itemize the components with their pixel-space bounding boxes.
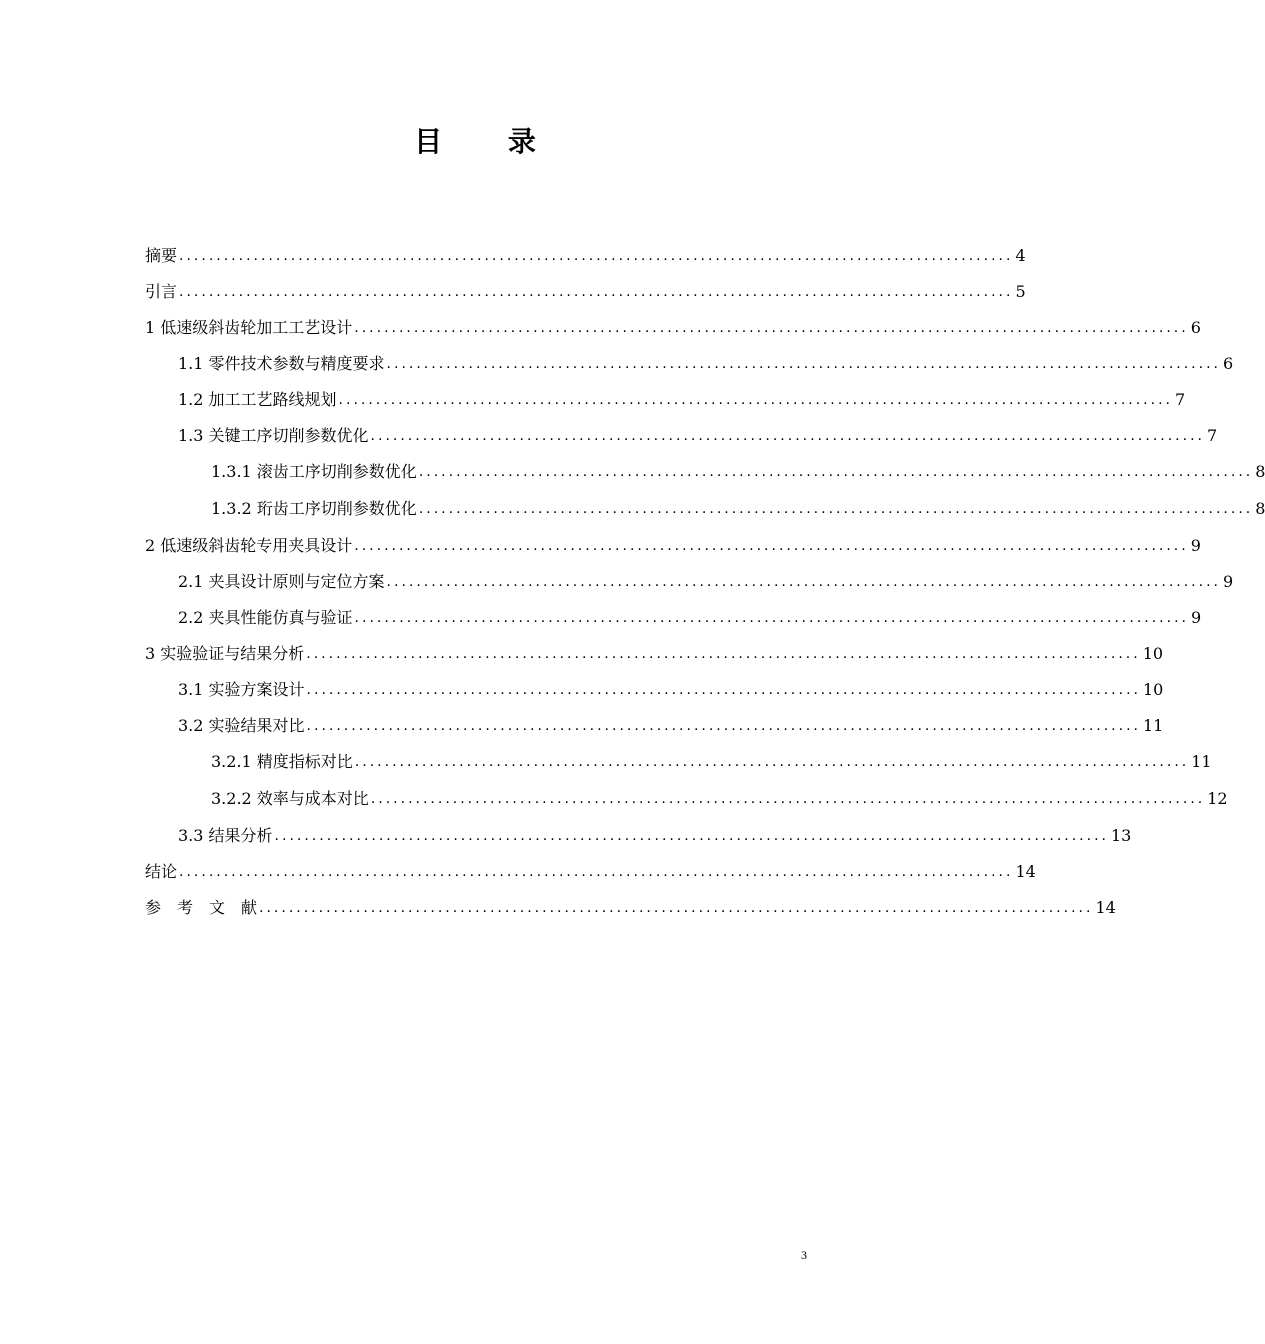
toc-entry-chapter-2[interactable] bbox=[145, 534, 1201, 558]
toc-entry-label: 3.2 实验结果对比 bbox=[178, 716, 305, 735]
toc-entry-label: 结论 bbox=[145, 862, 178, 881]
toc-entry-1-3-2[interactable] bbox=[145, 497, 1265, 521]
toc-entry-2-1[interactable] bbox=[145, 570, 1234, 594]
toc-entry-label: 1.3.2 珩齿工序切削参数优化 bbox=[211, 499, 417, 518]
toc-entry-label: 1.1 零件技术参数与精度要求 bbox=[178, 354, 385, 373]
toc-entry-label: 1.3 关键工序切削参数优化 bbox=[178, 426, 369, 445]
toc-entry-1-3[interactable] bbox=[145, 424, 1218, 448]
toc-entry-label: 3 实验验证与结果分析 bbox=[145, 644, 305, 663]
toc-leader-dots: ................................................................................................................ bbox=[354, 754, 1190, 770]
toc-leader-dots: ................................................................................................................ bbox=[418, 464, 1254, 480]
toc-entry-references[interactable] bbox=[145, 896, 1116, 920]
toc-entry-label: 2 低速级斜齿轮专用夹具设计 bbox=[145, 536, 353, 555]
toc-entry-conclusion[interactable] bbox=[145, 860, 1036, 884]
toc-leader-dots: ................................................................................................................ bbox=[179, 284, 1014, 300]
toc-title: 目 录 bbox=[414, 125, 564, 158]
toc-entry-chapter-3[interactable] bbox=[145, 642, 1164, 666]
toc-entry-page: 8 bbox=[1255, 462, 1265, 481]
toc-entry-label: 3.3 结果分析 bbox=[178, 826, 273, 845]
toc-leader-dots: ................................................................................................................ bbox=[306, 682, 1141, 698]
toc-entry-label: 引言 bbox=[145, 282, 178, 301]
toc-entry-page: 5 bbox=[1015, 282, 1026, 301]
toc-entry-3-2-1[interactable] bbox=[145, 750, 1212, 774]
toc-entry-page: 9 bbox=[1190, 536, 1201, 555]
toc-entry-label: 1.3.1 滚齿工序切削参数优化 bbox=[211, 462, 417, 481]
toc-entry-page: 14 bbox=[1015, 862, 1036, 881]
toc-leader-dots: ................................................................................................................ bbox=[306, 646, 1141, 662]
toc-leader-dots: ................................................................................................................ bbox=[274, 828, 1109, 844]
toc-entry-3-2-2[interactable] bbox=[145, 787, 1228, 811]
toc-entry-label: 2.2 夹具性能仿真与验证 bbox=[178, 608, 353, 627]
toc-entry-page: 7 bbox=[1206, 426, 1218, 445]
toc-entry-label: 3.1 实验方案设计 bbox=[178, 680, 305, 699]
toc-leader-dots: ................................................................................................................ bbox=[179, 248, 1014, 264]
toc-entry-3-1[interactable] bbox=[145, 678, 1164, 702]
toc-entry-page: 7 bbox=[1174, 390, 1186, 409]
toc-leader-dots: ................................................................................................................ bbox=[259, 900, 1094, 916]
toc-entry-introduction[interactable] bbox=[145, 280, 1026, 304]
toc-leader-dots: ................................................................................................................ bbox=[354, 538, 1189, 554]
toc-entry-page: 10 bbox=[1142, 680, 1164, 699]
toc-entry-label: 3.2.2 效率与成本对比 bbox=[211, 789, 369, 808]
toc-entry-3-2[interactable] bbox=[145, 714, 1164, 738]
toc-entry-page: 6 bbox=[1190, 318, 1201, 337]
toc-entry-label: 3.2.1 精度指标对比 bbox=[211, 752, 353, 771]
toc-entry-page: 14 bbox=[1095, 898, 1116, 917]
toc-entry-abstract[interactable] bbox=[145, 244, 1026, 268]
toc-entry-page: 13 bbox=[1110, 826, 1132, 845]
toc-entry-1-3-1[interactable] bbox=[145, 460, 1265, 484]
toc-leader-dots: ................................................................................................................ bbox=[338, 392, 1173, 408]
toc-leader-dots: ................................................................................................................ bbox=[370, 428, 1205, 444]
toc-leader-dots: ................................................................................................................ bbox=[354, 610, 1189, 626]
toc-entry-1-2[interactable] bbox=[145, 388, 1186, 412]
toc-entry-page: 9 bbox=[1190, 608, 1202, 627]
toc-entry-page: 8 bbox=[1255, 499, 1265, 518]
toc-entry-label: 1.2 加工工艺路线规划 bbox=[178, 390, 337, 409]
toc-entry-label: 参 考 文 献 bbox=[145, 898, 258, 917]
toc-entry-page: 10 bbox=[1142, 644, 1164, 663]
toc-entry-page: 9 bbox=[1222, 572, 1234, 591]
toc-entry-1-1[interactable] bbox=[145, 352, 1234, 376]
toc-entry-chapter-1[interactable] bbox=[145, 316, 1201, 340]
toc-entry-3-3[interactable] bbox=[145, 824, 1132, 848]
toc-leader-dots: ................................................................................................................ bbox=[418, 501, 1254, 517]
page-number: 3 bbox=[801, 1248, 807, 1262]
toc-entry-page: 12 bbox=[1207, 789, 1228, 808]
toc-entry-page: 4 bbox=[1015, 246, 1026, 265]
toc-leader-dots: ................................................................................................................ bbox=[354, 320, 1189, 336]
toc-entry-label: 2.1 夹具设计原则与定位方案 bbox=[178, 572, 385, 591]
toc-leader-dots: ................................................................................................................ bbox=[370, 791, 1206, 807]
toc-leader-dots: ................................................................................................................ bbox=[179, 864, 1014, 880]
toc-entry-2-2[interactable] bbox=[145, 606, 1202, 630]
toc-entry-label: 1 低速级斜齿轮加工工艺设计 bbox=[145, 318, 353, 337]
toc-entry-label: 摘要 bbox=[145, 246, 178, 265]
toc-leader-dots: ................................................................................................................ bbox=[386, 356, 1221, 372]
toc-leader-dots: ................................................................................................................ bbox=[306, 718, 1141, 734]
toc-entry-page: 11 bbox=[1191, 752, 1212, 771]
toc-entry-page: 6 bbox=[1222, 354, 1234, 373]
toc-entry-page: 11 bbox=[1142, 716, 1164, 735]
toc-leader-dots: ................................................................................................................ bbox=[386, 574, 1221, 590]
